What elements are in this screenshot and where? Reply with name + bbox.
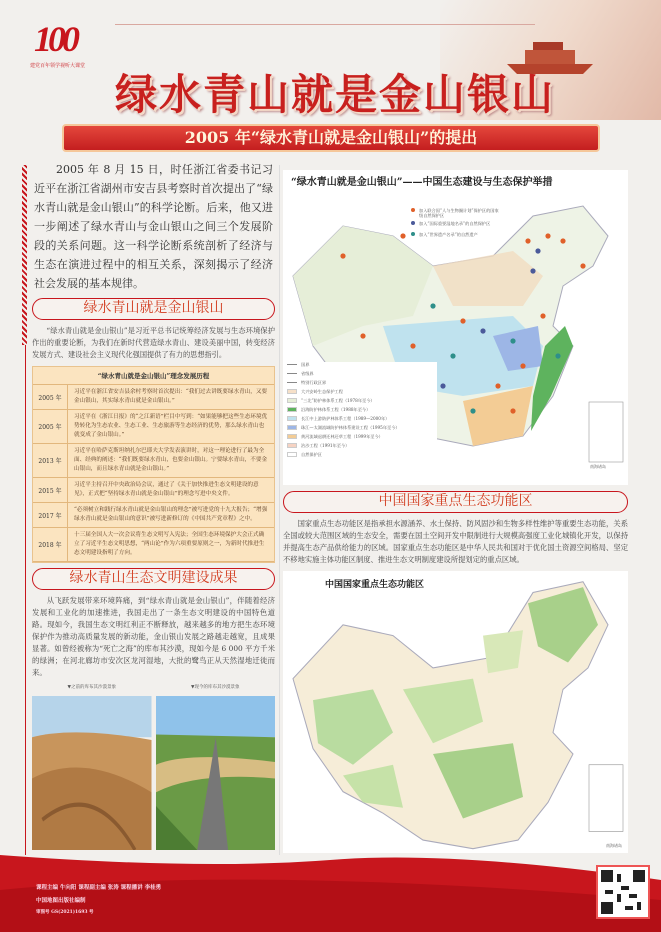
legend-swatch-icon (287, 416, 297, 421)
decorative-stripe (22, 165, 27, 345)
section-heading: 绿水青山生态文明建设成果 (32, 568, 275, 590)
legend-swatch-icon (287, 434, 297, 439)
legend-line-icon (287, 364, 297, 365)
subtitle-banner: 2005 年“绿水青山就是金山银山”的提出 (62, 124, 600, 152)
reserve-marker (545, 233, 550, 238)
legend-label: 加入“世界遗产名录”的自然遗产 (419, 232, 478, 237)
section-heading: 中国国家重点生态功能区 (283, 491, 628, 513)
row-year: 2018 年 (33, 528, 68, 561)
table-row (33, 410, 274, 444)
legend-label: 加入联合国“人与生物圈计划”保护区的国家级自然保护区 (419, 208, 499, 218)
eco-function-zones-map-panel (283, 571, 628, 853)
reserve-marker (430, 303, 435, 308)
legend-swatch-icon (287, 389, 297, 394)
reserve-marker (450, 353, 455, 358)
row-text: 十三届全国人大一次会议将生态文明写入宪法；全国生态环境保护大会正式确立了习近平生态文明思想，“两山论”作为六项重要原则之一，为新时代推进生态文明建设指明了方向。 (74, 532, 265, 556)
reserve-marker (340, 253, 345, 258)
row-year: 2015 年 (33, 478, 68, 502)
legend-swatch-icon (287, 425, 297, 430)
reserve-marker (470, 408, 475, 413)
legend-swatch-icon (287, 407, 297, 412)
row-text: “必须树立和践行绿水青山就是金山银山的理念”被写进党的十九大报告；“增强绿水青山就是金山银山的意识”被写进新修订的《中国共产党章程》之中。 (74, 507, 268, 522)
footer-approval-number: 审图号 GS(2021)1693 号 (36, 910, 94, 915)
legend-label: 加入“国际重要湿地名录”的自然保护区 (419, 221, 491, 226)
legend-item (287, 416, 437, 424)
legend-item (287, 434, 437, 442)
legend-label: 治沙工程（1991年至今） (301, 443, 350, 448)
legend-label: 特别行政区界 (301, 380, 327, 385)
row-text: 习近平在《浙江日报》的“之江新语”栏目中写到：“如果能够把这些生态环境优势转化为生态农业、生态工业、生态旅游等生态经济的优势，那么绿水青山也就变成了金山银山。” (74, 414, 268, 438)
section-heading: 绿水青山就是金山银山 (32, 298, 275, 320)
photo-caption: ▼现今的库布其沙漠景象 (191, 685, 240, 690)
legend-item (287, 407, 437, 415)
legend-item (287, 389, 437, 397)
photo-caption: ▼之前的库布其沙漠景象 (67, 685, 116, 690)
legend-label: 国界 (301, 362, 310, 367)
row-year: 2005 年 (33, 410, 68, 443)
reserve-marker (535, 248, 540, 253)
reserve-marker (440, 383, 445, 388)
footer-publisher: 中国地图出版社编制 (36, 898, 86, 904)
table-row (33, 385, 274, 410)
desert-before-photo (32, 696, 152, 850)
divider (25, 345, 26, 855)
footer-red-wave (0, 855, 661, 932)
legend-item (287, 425, 437, 433)
table-row (33, 503, 274, 528)
legend-label: 沿海防护林体系工程（1988年至今） (301, 407, 371, 412)
eco-measures-map-panel (283, 170, 628, 485)
legend-dot-icon (411, 208, 415, 212)
legend-label: 黄河流域退耕还林还草工程（1999年至今） (301, 434, 383, 439)
logo-number: 100 (34, 19, 76, 59)
row-year: 2005 年 (33, 385, 68, 409)
reserve-marker (460, 318, 465, 323)
table-title: “绿水青山就是金山银山”理念发展历程 (33, 367, 274, 385)
qr-code-pattern (601, 870, 645, 914)
legend-swatch-icon (287, 398, 297, 403)
reserve-marker (580, 263, 585, 268)
inset-label: 南海诸岛 (590, 464, 606, 469)
reserve-marker (360, 333, 365, 338)
page-title: 绿水青山就是金山银山 (114, 70, 555, 119)
legend-item (287, 398, 437, 406)
section-paragraph: 从飞跃发展带来环境阵痛，到“绿水青山就是金山银山”，伴随着经济发展和工业化的加速推进，我国走出了一条生态文明建设的中国特色道路。现如今，我国生态文明红利正不断释放，越来越多的地方把生态环境保护作为推动高质量发展的新动能，金山银山发展之路越走越宽，且成果显著。如曾经被称为“死亡之海”的库布其沙漠，现如今是 6 000 平方千米的绿洲；在河北廊坊市安次区龙河湿地，大批的鹭鸟正从天然湿地迁徙而来。 (32, 596, 275, 677)
legend-label: 省级界 (301, 371, 314, 376)
legend-label: 自然保护区 (301, 452, 322, 457)
row-text: 习近平在浙江省安吉县余村考察时首次提出：“我们过去讲既要绿水青山，又要金山银山，其实绿水青山就是金山银山。” (74, 389, 268, 404)
row-year: 2017 年 (33, 503, 68, 527)
reserve-marker (495, 383, 500, 388)
reserve-marker (540, 313, 545, 318)
map-title: 中国国家重点生态功能区 (325, 577, 424, 590)
row-text: 习近平主持召开中央政治局会议，通过了《关于加快推进生态文明建设的意见》，正式把“坚持绿水青山就是金山银山”的理念写进中央文件。 (74, 482, 259, 497)
legend-item (287, 443, 437, 451)
reserve-marker (400, 233, 405, 238)
timeline-table (32, 366, 275, 563)
table-row (33, 478, 274, 503)
legend-swatch-icon (287, 452, 297, 457)
legend-item (411, 221, 501, 229)
reserve-marker (560, 238, 565, 243)
logo-caption: 建党百年领学视听大课堂 (30, 63, 86, 69)
row-year: 2013 年 (33, 444, 68, 477)
divider (279, 165, 280, 855)
legend-label: 长江中上游防护林体系工程（1989—2000年） (301, 416, 390, 421)
inset-label: 南海诸岛 (606, 843, 622, 848)
legend-item (411, 232, 501, 240)
legend-dot-icon (411, 221, 415, 225)
legend-item (287, 362, 437, 370)
legend-item (411, 208, 501, 218)
reserve-marker (480, 328, 485, 333)
reserve-marker (510, 338, 515, 343)
legend-label: 大兴安岭生态保护工程 (301, 389, 343, 394)
map-title: “绿水青山就是金山银山”——中国生态建设与生态保护举措 (291, 177, 553, 188)
reserve-marker (530, 268, 535, 273)
reserve-marker (555, 353, 560, 358)
left-column (32, 160, 275, 850)
legend-label: 珠江—太湖流域防护林体系建设工程（1995年至今） (301, 425, 400, 430)
qr-code[interactable] (596, 865, 650, 919)
intro-paragraph: 2005 年 8 月 15 日，时任浙江省委书记习近平在浙江省湖州市安吉县考察时首次提出了“绿水青山就是金山银山”的科学论断。后来，他又进一步阐述了绿水青山与金山银山之间三个发展阶段的关系问题。这一科学论断系统剖析了经济与生态在演进过程中的相互关系，深刻揭示了经济社会发展的基本规律。 (34, 163, 273, 290)
legend-item (287, 380, 437, 388)
reserve-marker (525, 238, 530, 243)
reserve-marker (410, 343, 415, 348)
legend-line-icon (287, 373, 297, 374)
table-row (33, 528, 274, 562)
legend-dot-icon (411, 232, 415, 236)
right-column (283, 491, 628, 853)
legend-swatch-icon (287, 443, 297, 448)
eco-function-zones-map[interactable] (283, 571, 628, 853)
table-row (33, 444, 274, 478)
reserve-marker (520, 363, 525, 368)
legend-item (287, 371, 437, 379)
footer-credits: 课程主编 牛向阳 课程副主编 张涛 课程播讲 李桂勇 (36, 885, 162, 891)
divider (115, 24, 535, 25)
row-text: 习近平在哈萨克斯坦纳扎尔巴耶夫大学发表演讲时，对这一理论进行了最为全面、经典的阐述：“我们既要绿水青山，也要金山银山。宁要绿水青山，不要金山银山，而且绿水青山就是金山银山。” (74, 448, 268, 472)
section-paragraph: 国家重点生态功能区是指承担水源涵养、水土保持、防风固沙和生物多样性维护等重要生态功能，关系全国或较大范围区域的生态安全，需要在国土空间开发中限制进行大规模高强度工业化城镇化开发，以保持并提高生态产品供给能力的区域。国家重点生态功能区是中华人民共和国对于优化国土资源空间格局、坚定不移地实施主体功能区制度、推进生态文明制度建设所提划定的重点区域。 (283, 519, 628, 564)
oasis-now-photo (156, 696, 276, 850)
reserve-marker (510, 408, 515, 413)
legend-item (287, 452, 437, 460)
section-paragraph: “绿水青山就是金山银山”是习近平总书记统筹经济发展与生态环境保护作出的重要论断，为我们在新时代营造绿水青山、建设美丽中国，转变经济发展方式、建设社会主义现代化强国提供了有力的思想指引。 (32, 326, 275, 359)
legend-line-icon (287, 382, 297, 383)
centenary-logo (28, 18, 108, 68)
legend-label: “三北”防护林体系工程（1978年至今） (301, 398, 375, 403)
